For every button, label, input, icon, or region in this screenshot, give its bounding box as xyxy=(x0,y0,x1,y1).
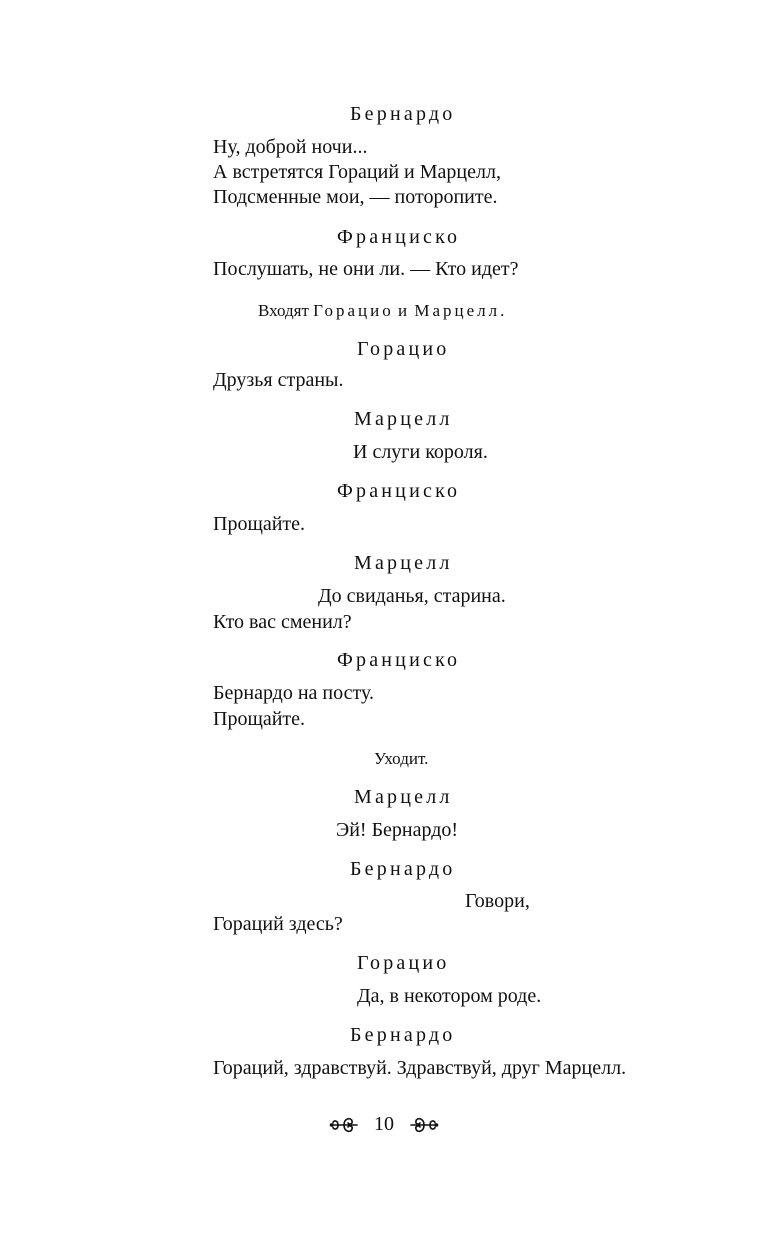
verse-line: Да, в некотором роде. xyxy=(357,985,542,1007)
verse-line: Гораций, здравствуй. Здравствуй, друг Марцелл. xyxy=(213,1057,627,1079)
speaker-horatio: Горацио xyxy=(357,952,450,974)
speaker-bernardo: Бернардо xyxy=(350,858,456,880)
page-number: 10 xyxy=(374,1113,394,1135)
verse-line: Прощайте. xyxy=(213,513,306,535)
verse-line: Подсменные мои, — поторопите. xyxy=(213,186,498,208)
speaker-francisco: Франциско xyxy=(337,226,461,248)
verse-line: Бернардо на посту. xyxy=(213,682,374,704)
verse-line: Говори, xyxy=(465,890,530,912)
stage-word: и xyxy=(397,301,411,320)
stage-name: Марцелл. xyxy=(414,301,508,320)
verse-line: Прощайте. xyxy=(213,708,306,730)
speaker-marcellus: Марцелл xyxy=(354,408,453,430)
stage-word: Входят xyxy=(258,301,309,320)
speaker-marcellus: Марцелл xyxy=(354,786,453,808)
speaker-bernardo: Бернардо xyxy=(350,1024,456,1046)
page-footer xyxy=(0,1111,768,1137)
speaker-horatio: Горацио xyxy=(357,338,450,360)
verse-line: Эй! Бернардо! xyxy=(336,819,459,841)
stage-name: Горацио xyxy=(313,301,394,320)
stage-direction xyxy=(258,299,507,323)
verse-line: И слуги короля. xyxy=(353,441,488,463)
stage-direction: Уходит. xyxy=(374,749,429,768)
verse-line: Ну, доброй ночи... xyxy=(213,136,368,158)
speaker-francisco: Франциско xyxy=(337,649,461,671)
verse-line: Кто вас сменил? xyxy=(213,611,352,633)
verse-line: А встретятся Гораций и Марцелл, xyxy=(213,161,501,183)
speaker-marcellus: Марцелл xyxy=(354,552,453,574)
speaker-francisco: Франциско xyxy=(337,480,461,502)
verse-line: До свиданья, старина. xyxy=(318,585,506,607)
verse-line: Послушать, не они ли. — Кто идет? xyxy=(213,258,519,280)
verse-line: Друзья страны. xyxy=(213,369,344,391)
verse-line: Гораций здесь? xyxy=(213,913,343,935)
right-ornament-icon xyxy=(409,1114,439,1136)
left-ornament-icon xyxy=(329,1114,359,1136)
speaker-bernardo: Бернардо xyxy=(350,103,456,125)
